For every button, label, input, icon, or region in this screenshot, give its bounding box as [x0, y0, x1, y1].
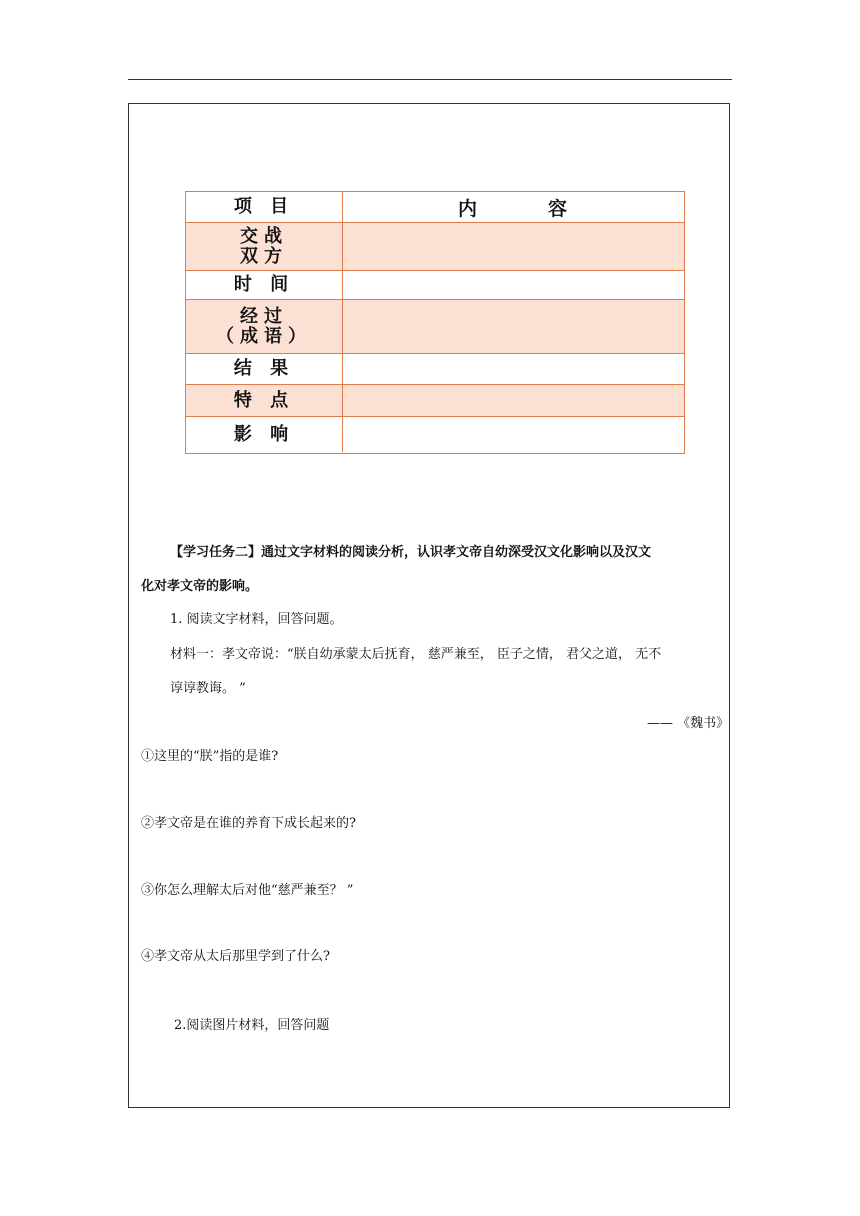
q2-title: 2.阅读图片材料，回答问题 — [174, 1018, 330, 1033]
question-4: ④孝文帝从太后那里学到了什么? — [141, 949, 330, 964]
table-row — [186, 222, 684, 270]
q1-title: 1. 阅读文字材料，回答问题。 — [170, 612, 343, 627]
material-line1: 材料一：孝文帝说：“朕自幼承蒙太后抚育， 慈严兼至， 臣子之情， 君父之道， 无不 — [170, 647, 662, 662]
row-content[interactable] — [342, 271, 684, 299]
row-content[interactable] — [342, 300, 684, 353]
row-label: 经过 （成语） — [186, 300, 342, 353]
table-header-row — [186, 192, 684, 222]
row-label: 时 间 — [233, 274, 295, 295]
table-row — [186, 416, 684, 452]
question-1: ①这里的“朕”指的是谁? — [141, 749, 279, 764]
material-line2: 谆谆教诲。 ” — [170, 681, 246, 696]
row-label: 交战 双方 — [186, 223, 342, 270]
table-row — [186, 299, 684, 353]
table-header-content: 内 容 — [342, 192, 684, 222]
task2-line2: 化对孝文帝的影响。 — [141, 579, 259, 594]
row-label: 影 响 — [233, 423, 295, 445]
table-header-label: 项 目 — [233, 196, 295, 217]
table-row — [186, 270, 684, 299]
table-row — [186, 384, 684, 416]
row-content[interactable] — [342, 417, 684, 452]
row-content[interactable] — [342, 385, 684, 416]
table-row — [186, 353, 684, 384]
question-2: ②孝文帝是在谁的养育下成长起来的? — [141, 816, 356, 831]
row-content[interactable] — [342, 223, 684, 270]
row-label: 特 点 — [186, 385, 342, 416]
header-rule — [128, 79, 732, 80]
row-label: 结 果 — [233, 358, 295, 379]
row-content[interactable] — [342, 354, 684, 384]
material-source: —— 《魏书》 — [647, 716, 730, 731]
question-3: ③你怎么理解太后对他“慈严兼至？ ” — [141, 883, 354, 898]
battle-table — [185, 191, 685, 454]
task2-line1: 【学习任务二】通过文字材料的阅读分析，认识孝文帝自幼深受汉文化影响以及汉文 — [170, 545, 652, 560]
